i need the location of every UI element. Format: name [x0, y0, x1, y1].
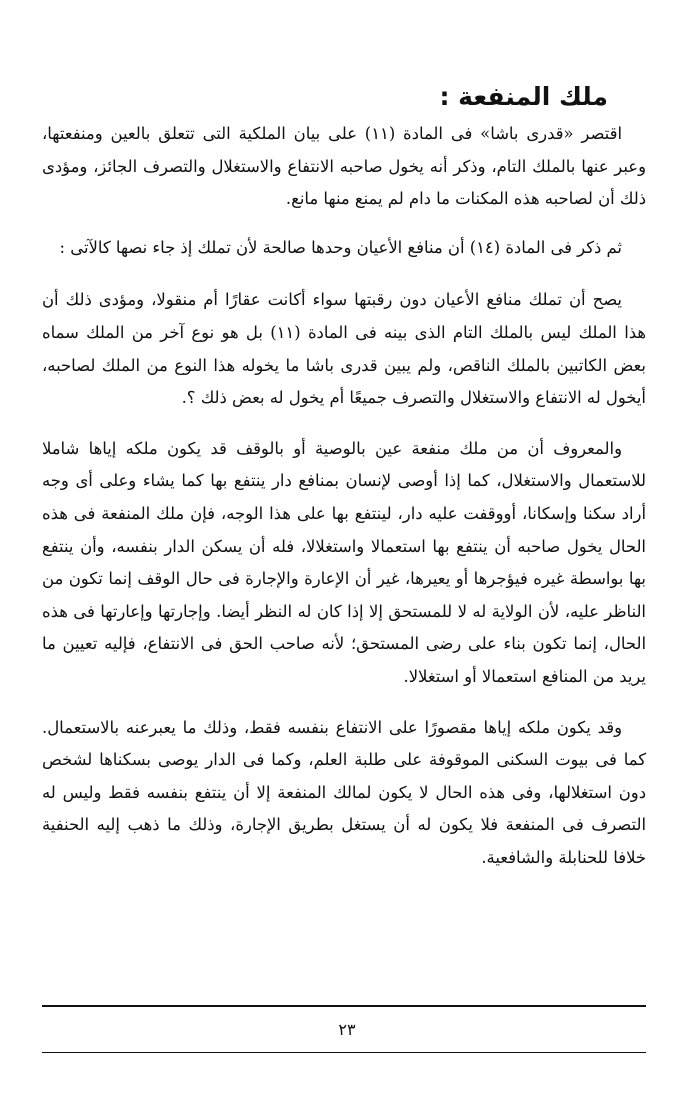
paragraph-4: والمعروف أن من ملك منفعة عين بالوصية أو بالوقف قد يكون ملكه إياها شاملا للاستعمال والاستغلال، كما إذا أوصى لإنسان بمنافع دار ينتفع بها كما يشاء وعلى أى وجه أراد سكنا وإسكانا، أووقفت عليه دار، لينتفع بها على هذا الوجه، فإن ملك المنفعة فى هذه الحال يخول صاحبه أن ينتفع بها استعمالا واستغلالا، فله أن يسكن الدار بنفسه، وأن ينتفع بها بواسطة غيره فيؤجرها أو يعيرها، غير أن الإعارة والإجارة فى حال الوقف إنما تكون من الناظر عليه، لأن الولاية له لا للمستحق إلا إذا كان له النظر أيضا. وإجارتها وإعارتها فى هذه الحال، إنما تكون بناء على رضى المستحق؛ لأنه صاحب الحق فى الانتفاع، فإليه تعيين ما يريد من المنافع استعمالا أو استغلالا.	[42, 438, 646, 686]
footer-rule-bottom	[42, 1052, 646, 1053]
paragraph-5: وقد يكون ملكه إياها مقصورًا على الانتفاع بنفسه فقط، وذلك ما يعبرعنه بالاستعمال. كما فى بيوت السكنى الموقوفة على طلبة العلم، وكما فى الدار يوصى بسكناها لشخص دون استغلالها، وفى هذه الحال لا يكون لمالك المنفعة إلا أن ينتفع بنفسه فقط وليس له التصرف فى المنفعة فلا يكون له أن يستغل بطريق الإجارة، وذلك ما ذهب إليه الحنفية خلافا للحنابلة والشافعية.	[42, 717, 646, 867]
section-heading: ملك المنفعة :	[439, 82, 608, 111]
paragraph-2: ثم ذكر فى المادة (١٤) أن منافع الأعيان وحدها صالحة لأن تملك إذ جاء نصها كالآتى :	[59, 237, 622, 257]
body-text	[42, 118, 646, 890]
paragraph-1: اقتصر «قدرى باشا» فى المادة (١١) على بيان الملكية التى تتعلق بالعين ومنفعتها، وعبر عنها بالملك التام، وذكر أنه يخول صاحبه الانتفاع والاستغلال والتصرف الجائز، ومؤدى ذلك أن لصاحبه هذه المكنات ما دام لم يمنع منها مانع.	[42, 124, 646, 209]
footer-rule-top	[42, 1005, 646, 1007]
page-number: ٢٣	[338, 1020, 356, 1039]
paragraph-3: يصح أن تملك منافع الأعيان دون رقبتها سواء أكانت عقارًا أم منقولا، ومؤدى ذلك أن هذا الملك ليس بالملك التام الذى بينه فى المادة (١١) بل هو نوع آخر من الملك سماه بعض الكاتبين بالملك الناقص، ولم يبين قدرى باشا ما يخوله هذا النوع من الملك لصاحبه، أيخول له الانتفاع والاستغلال والتصرف جميعًا أم يخول له بعض ذلك ؟.	[42, 290, 646, 408]
